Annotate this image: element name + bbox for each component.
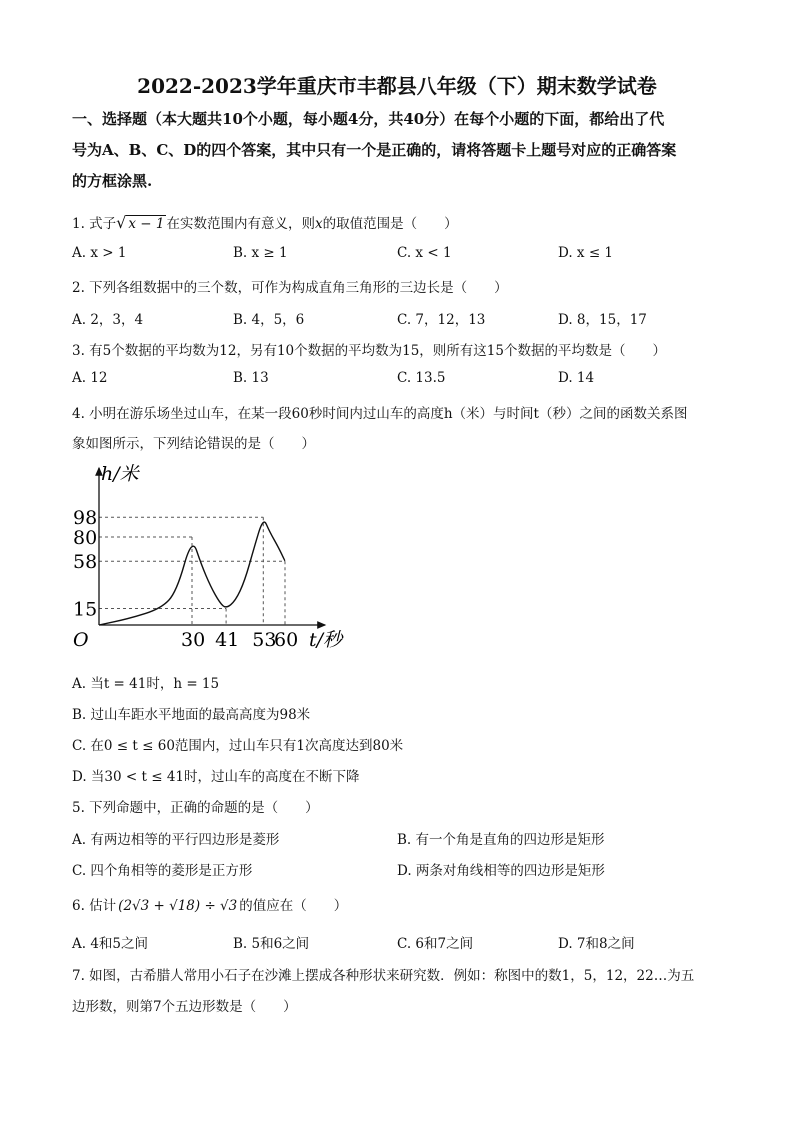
question-4-line-2: 象如图所示，下列结论错误的是（ ）: [72, 436, 315, 452]
q6-suffix: 的值应在（ ）: [239, 898, 348, 914]
height-time-chart: [65, 460, 365, 660]
q1-option-b: B. x ≥ 1: [233, 245, 288, 261]
page-title: 2022-2023学年重庆市丰都县八年级（下）期末数学试卷: [137, 74, 657, 98]
q5-option-a: A. 有两边相等的平行四边形是菱形: [72, 832, 280, 848]
x-tick-label: 30: [181, 629, 206, 651]
question-7-line-1: 7. 如图，古希腊人常用小石子在沙滩上摆成各种形状来研究数．例如：称图中的数1，5，12，22…为五: [72, 968, 695, 984]
q3-option-a: A. 12: [72, 370, 108, 386]
x-axis-label: t/秒: [309, 629, 343, 651]
question-6: [72, 894, 347, 914]
q6-option-b: B. 5和6之间: [233, 936, 310, 952]
q6-option-c: C. 6和7之间: [397, 936, 474, 952]
q3-option-b: B. 13: [233, 370, 269, 386]
y-tick-label: 15: [73, 598, 98, 621]
question-7-line-2: 边形数，则第7个五边形数是（ ）: [72, 999, 297, 1015]
q4-option-a: A. 当t = 41时，h = 15: [72, 676, 220, 692]
q6-expression: (2√3 + √18) ÷ √3: [118, 898, 238, 914]
section-line-1: 一、选择题（本大题共10个小题，每小题4分，共40分）在每个小题的下面，都给出了代: [72, 110, 665, 128]
section-line-3: 的方框涂黑.: [72, 172, 153, 190]
dashed-guides: [99, 517, 285, 625]
q4-option-b: B. 过山车距水平地面的最高高度为98米: [72, 707, 311, 723]
q1-suffix-b: 的取值范围是（ ）: [322, 216, 458, 232]
q1-option-c: C. x < 1: [397, 245, 452, 261]
q3-option-d: D. 14: [558, 370, 595, 386]
q5-option-d: D. 两条对角线相等的四边形是矩形: [397, 863, 605, 879]
q2-option-c: C. 7，12，13: [397, 312, 486, 328]
q1-suffix-a: 在实数范围内有意义，则: [166, 216, 315, 232]
q5-option-b: B. 有一个角是直角的四边形是矩形: [397, 832, 605, 848]
y-axis-label: h/米: [101, 463, 139, 485]
q3-option-c: C. 13.5: [397, 370, 446, 386]
question-1: [72, 212, 458, 232]
question-2: 2. 下列各组数据中的三个数，可作为构成直角三角形的三边长是（ ）: [72, 280, 508, 296]
x-tick-label: 53: [252, 629, 277, 651]
q6-option-a: A. 4和5之间: [72, 936, 149, 952]
q1-option-a: A. x > 1: [72, 245, 127, 261]
q1-var: x: [314, 216, 323, 232]
y-tick-label: 80: [73, 527, 98, 549]
q4-option-d: D. 当30 < t ≤ 41时，过山车的高度在不断下降: [72, 769, 360, 785]
y-tick-label: 58: [73, 551, 98, 574]
q5-option-c: C. 四个角相等的菱形是正方形: [72, 863, 253, 879]
q4-option-c: C. 在0 ≤ t ≤ 60范围内，过山车只有1次高度达到80米: [72, 738, 404, 754]
q1-radicand: x − 1: [128, 216, 165, 232]
q1-option-d: D. x ≤ 1: [558, 245, 614, 261]
q2-option-b: B. 4，5，6: [233, 312, 305, 328]
y-tick-label: 98: [73, 507, 98, 530]
q2-option-a: A. 2，3，4: [72, 312, 144, 328]
q6-option-d: D. 7和8之间: [558, 936, 635, 952]
q2-option-d: D. 8，15，17: [558, 312, 647, 328]
question-3: 3. 有5个数据的平均数为12，另有10个数据的平均数为15，则所有这15个数据的平均数是（ ）: [72, 343, 666, 359]
section-line-2: 号为A、B、C、D的四个答案，其中只有一个是正确的，请将答题卡上题号对应的正确答案: [72, 141, 677, 159]
x-tick-label: 60: [274, 629, 299, 651]
section-instructions: [72, 104, 724, 197]
question-5: 5. 下列命题中，正确的命题的是（ ）: [72, 800, 319, 816]
q6-prefix: 6. 估计: [72, 898, 117, 914]
q1-prefix: 1. 式子: [72, 216, 117, 232]
x-tick-label: 41: [215, 629, 240, 651]
radical-sign: √: [116, 213, 127, 232]
question-4-line-1: 4. 小明在游乐场坐过山车，在某一段60秒时间内过山车的高度h（米）与时间t（秒）之间的函数关系图: [72, 406, 688, 422]
origin-label: O: [73, 629, 89, 651]
